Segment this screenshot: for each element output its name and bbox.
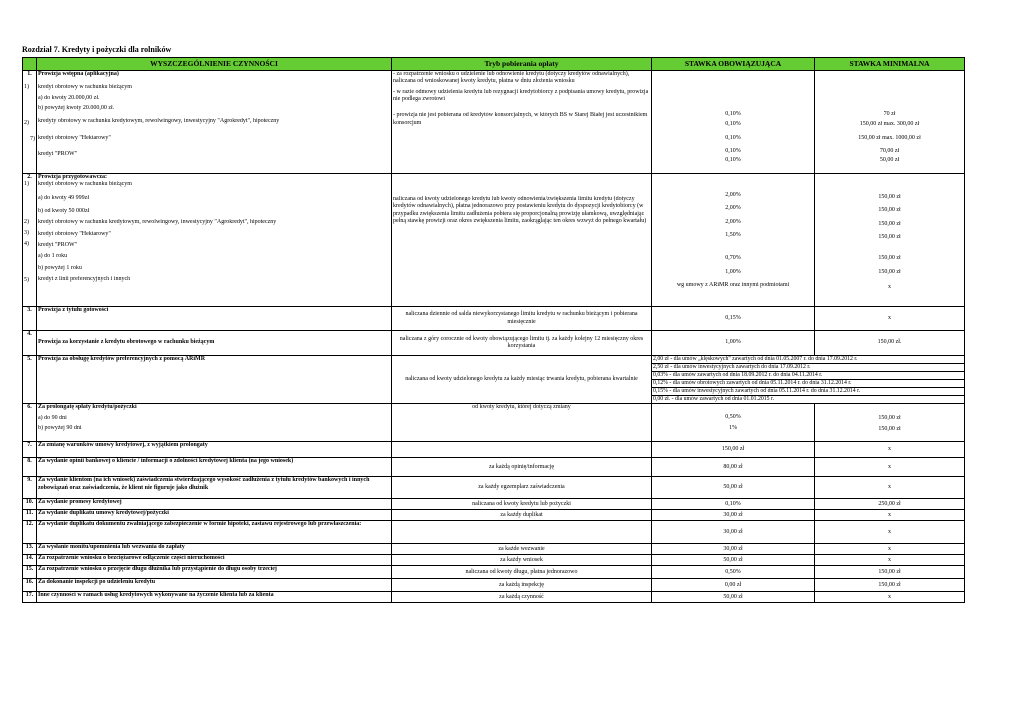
row-number: 16.: [23, 579, 37, 592]
table-row: [23, 174, 965, 307]
row-min: 250,00 zł: [815, 499, 965, 510]
row-number: 13.: [23, 544, 37, 555]
table-row: [23, 555, 965, 566]
row-rate: 0,50%: [652, 566, 815, 579]
row-rate: 2,00% 2,00% 2,00% 1,50% 0,70% 1,00% wg umowy z ARiMR oraz innymi podmiotami: [652, 174, 815, 307]
row-min: 150,00 zł: [815, 579, 965, 592]
rate-line: 0,12% - dla umów obrotowych zawartych od dnia 05.11.2014 r. do dnia 31.12.2014 r.: [652, 380, 965, 388]
row-min: x: [815, 555, 965, 566]
row-activity: Inne czynności w ramach usług kredytowych wykonywane na życzenie klienta lub za klienta: [37, 592, 392, 603]
row-min: 150,00 zł 150,00 zł: [815, 404, 965, 442]
header-row: [23, 58, 965, 71]
table-row: [23, 458, 965, 477]
row-number: 4.: [23, 331, 37, 356]
row-mode: od kwoty kredytu, której dotyczą zmiany: [392, 404, 652, 442]
row-min: x: [815, 521, 965, 544]
row-activity: Za wydanie duplikatu dokumentu zwalniającego zabezpieczenie w formie hipoteki, zastawu rejestrowego lub przewłaszczenia:: [37, 521, 392, 544]
row-number: 3.: [23, 307, 37, 331]
row-mode: [392, 521, 652, 544]
row-number: 2. 1) 2) 3) 4) 5): [23, 174, 37, 307]
row-activity: Za dokonanie inspekcji po udzieleniu kredytu: [37, 579, 392, 592]
row-number: 7.: [23, 442, 37, 458]
row-mode: naliczana od kwoty kredytu lub pożyczki: [392, 499, 652, 510]
header-mode: Tryb pobierania opłaty: [392, 58, 652, 71]
row-mode: za każdy egzemplarz zaświadczenia: [392, 477, 652, 499]
row-rate: 0,15%: [652, 307, 815, 331]
row-activity: Prowizja za obsługę kredytów preferencyjnych z pomocą ARiMR: [37, 356, 392, 404]
row-mode: za każde wezwanie: [392, 544, 652, 555]
page-title: Rozdział 7. Kredyty i pożyczki dla rolników: [22, 45, 172, 54]
row-activity: Prowizja za korzystanie z kredytu obrotowego w rachunku bieżącym: [37, 331, 392, 356]
row-min: x: [815, 477, 965, 499]
row-number: 1. 1) 2) 7): [23, 71, 37, 174]
header-activity: WYSZCZEGÓLNIENIE CZYNNOŚCI: [37, 58, 392, 71]
row-min: 70 zł 150,00 zł max. 300,00 zł 150,00 zł max. 1000,00 zł 70,00 zł 50,00 zł: [815, 71, 965, 174]
row-activity: Za wydanie promesy kredytowej: [37, 499, 392, 510]
row-mode: naliczana od kwoty długu, płatna jednorazowo: [392, 566, 652, 579]
row-min: x: [815, 307, 965, 331]
rate-line: 0,00 zł. - dla umów zawartych od dnia 01.01.2015 r.: [652, 396, 965, 404]
row-mode: za każdą inspekcję: [392, 579, 652, 592]
row-number: 10.: [23, 499, 37, 510]
table-row: [23, 331, 965, 356]
row-rate: 30,00 zł: [652, 521, 815, 544]
row-mode: - za rozpatrzenie wniosku o udzielenie lub odnowienie kredytu (dotyczy kredytów odnawialnych), naliczana od wnioskowanej kwoty kredytu, płatna w dniu złożenia wniosku - w razie odmowy udzielenia kredytu lub rezygnacji kredytobiorcy z podpisania umowy kredytu, prowizja nie podlega zwrotowi - prowizja nie jest pobierana od kredytów konsorcjalnych, w których BS w Starej Białej jest uczestnikiem konsorcjum: [392, 71, 652, 174]
row-rate: 30,00 zł: [652, 510, 815, 521]
header-min: STAWKA MINIMALNA: [815, 58, 965, 71]
row-number: 5.: [23, 356, 37, 404]
table-row: [23, 592, 965, 603]
row-number: 12.: [23, 521, 37, 544]
table-row: [23, 579, 965, 592]
row-activity: Za prolongatę spłaty kredytu/pożyczki a) do 90 dni b) powyżej 90 dni: [37, 404, 392, 442]
table-row: [23, 544, 965, 555]
row-min: 150,00 zł.: [815, 331, 965, 356]
row-number: 14.: [23, 555, 37, 566]
row-min: x: [815, 544, 965, 555]
row-mode: [392, 442, 652, 458]
header-rate: STAWKA OBOWIĄZUJĄCA: [652, 58, 815, 71]
table-row: [23, 442, 965, 458]
row-mode: naliczana od kwoty udzielonego kredytu za każdy miesiąc trwania kredytu, pobierana kwartalnie: [392, 356, 652, 404]
row-min: x: [815, 592, 965, 603]
fees-table: [22, 57, 965, 603]
row-mode: naliczana dziennie od salda niewykorzystanego limitu kredytu w rachunku bieżącym i pobierana miesięcznie: [392, 307, 652, 331]
row-activity: Za wysłanie monitu/upomnienia lub wezwania do zapłaty: [37, 544, 392, 555]
row-rate: 30,00 zł: [652, 544, 815, 555]
row-rate: 0,10% 0,10% 0,10% 0,10% 0,10%: [652, 71, 815, 174]
row-activity: Za wydanie klientom (na ich wniosek) zaświadczenia stwierdzającego wysokość zadłużenia z tytułu kredytów bankowych i innych zobowiązań oraz zaświadczenia, że klient nie figuruje jako dłużnik: [37, 477, 392, 499]
table-row: [23, 307, 965, 331]
row-mode: za każdą opinię/informację: [392, 458, 652, 477]
row-mode: naliczana od kwoty udzielonego kredytu lub kwoty odnowienia/zwiększenia limitu kredytu (dotyczy kredytów odnawialnych), płatna jednorazowo przy postawieniu kredytu do dyspozycji kredytobiorcy (w przypadku zwiększenia limitu zadłużenia pobiera się proporcjonalną prowizję ułamkową, uwzględniając pełną stawkę prowizji oraz okres zwiększenia limitu, zaokrąglając ten okres wzwyż do pełnego kwartału): [392, 174, 652, 307]
row-activity: Za wydanie duplikatu umowy kredytowej/pożyczki: [37, 510, 392, 521]
row-rate: 0,00 zł: [652, 579, 815, 592]
row-min: x: [815, 458, 965, 477]
row-activity: Za wydanie opinii bankowej o kliencie / informacji o zdolności kredytowej klienta (na jego wniosek): [37, 458, 392, 477]
table-row: [23, 510, 965, 521]
row-number: 11.: [23, 510, 37, 521]
row-activity: Prowizja z tytułu gotowości: [37, 307, 392, 331]
row-mode: za każdą czynność: [392, 592, 652, 603]
row-activity: Prowizja przygotowawcza: kredyt obrotowy w rachunku bieżącym a) do kwoty 49 999zł b) od kwoty 50 000zł kredyt obrotowy w rachunku kredytowym, rewolwingowy, inwestycyjny "Agrokredyt", hipoteczny kredyt obrotowy "Hektarowy" kredyt "PROW" a) do 1 roku b) powyżej 1 roku kredyt z linii preferencyjnych i innych: [37, 174, 392, 307]
row-activity: Za rozpatrzenie wniosku o przejęcie długu dłużnika lub przystąpienie do długu osoby trzeciej: [37, 566, 392, 579]
rate-line: 2,00 zł - dla umów „klęskowych" zawartych od dnia 01.05.2007 r. do dnia 17.09.2012 r.: [652, 356, 965, 364]
table-row: [23, 404, 965, 442]
rate-line: 0,15% - dla umów inwestycyjnych zawartych od dnia 05.11.2014 r. do dnia 31.12.2014 r.: [652, 388, 965, 396]
row-min: x: [815, 442, 965, 458]
rate-line: 2,50 zł - dla umów inwestycyjnych zawartych do dnia 17.09.2012 r.: [652, 364, 965, 372]
table-row: [23, 477, 965, 499]
row-rate: 50,00 zł: [652, 555, 815, 566]
row-rate: 1,00%: [652, 331, 815, 356]
row-rate: 80,00 zł: [652, 458, 815, 477]
row-rate: 0,10%: [652, 499, 815, 510]
row-activity: Prowizja wstępna (aplikacyjna) kredyt obrotowy w rachunku bieżącym a) do kwoty 20.000,00 zł. b) powyżej kwoty 20.000,00 zł. kredyty obrotowy w rachunku kredytowym, rewolwingowy, inwestycyjny "Agrokredyt", hipoteczny kredyt obrotowy "Hektarowy" kredyt "PROW": [37, 71, 392, 174]
row-number: 9.: [23, 477, 37, 499]
row-activity: Za zmianę warunków umowy kredytowej, z wyjątkiem prolongaty: [37, 442, 392, 458]
table-row: [23, 566, 965, 579]
row-number: 17.: [23, 592, 37, 603]
row-number: 6.: [23, 404, 37, 442]
row-min: 150,00 zł: [815, 566, 965, 579]
row-rate: 0,50% 1%: [652, 404, 815, 442]
row-min: x: [815, 510, 965, 521]
row-activity: Za rozpatrzenie wniosku o bezciężarowe odłączenie części nieruchomości: [37, 555, 392, 566]
table-row: [23, 356, 965, 364]
rate-line: 0,03% - dla umów zawartych od dnia 18.09.2012 r. do dnia 04.11.2014 r.: [652, 372, 965, 380]
row-mode: naliczana z góry corocznie od kwoty obowiązującego limitu tj. za każdy kolejny 12 miesięczny okres korzystania: [392, 331, 652, 356]
row-mode: za każdy wniosek: [392, 555, 652, 566]
table-row: [23, 71, 965, 174]
row-rate: 50,00 zł: [652, 477, 815, 499]
header-num: [23, 58, 37, 71]
row-mode: za każdy duplikat: [392, 510, 652, 521]
row-min: 150,00 zł 150,00 zł 150,00 zł 150,00 zł 150,00 zł 150,00 zł x: [815, 174, 965, 307]
row-number: 15.: [23, 566, 37, 579]
table-row: [23, 521, 965, 544]
row-rate: 50,00 zł: [652, 592, 815, 603]
row-number: 8.: [23, 458, 37, 477]
table-row: [23, 499, 965, 510]
row-rate: 150,00 zł: [652, 442, 815, 458]
